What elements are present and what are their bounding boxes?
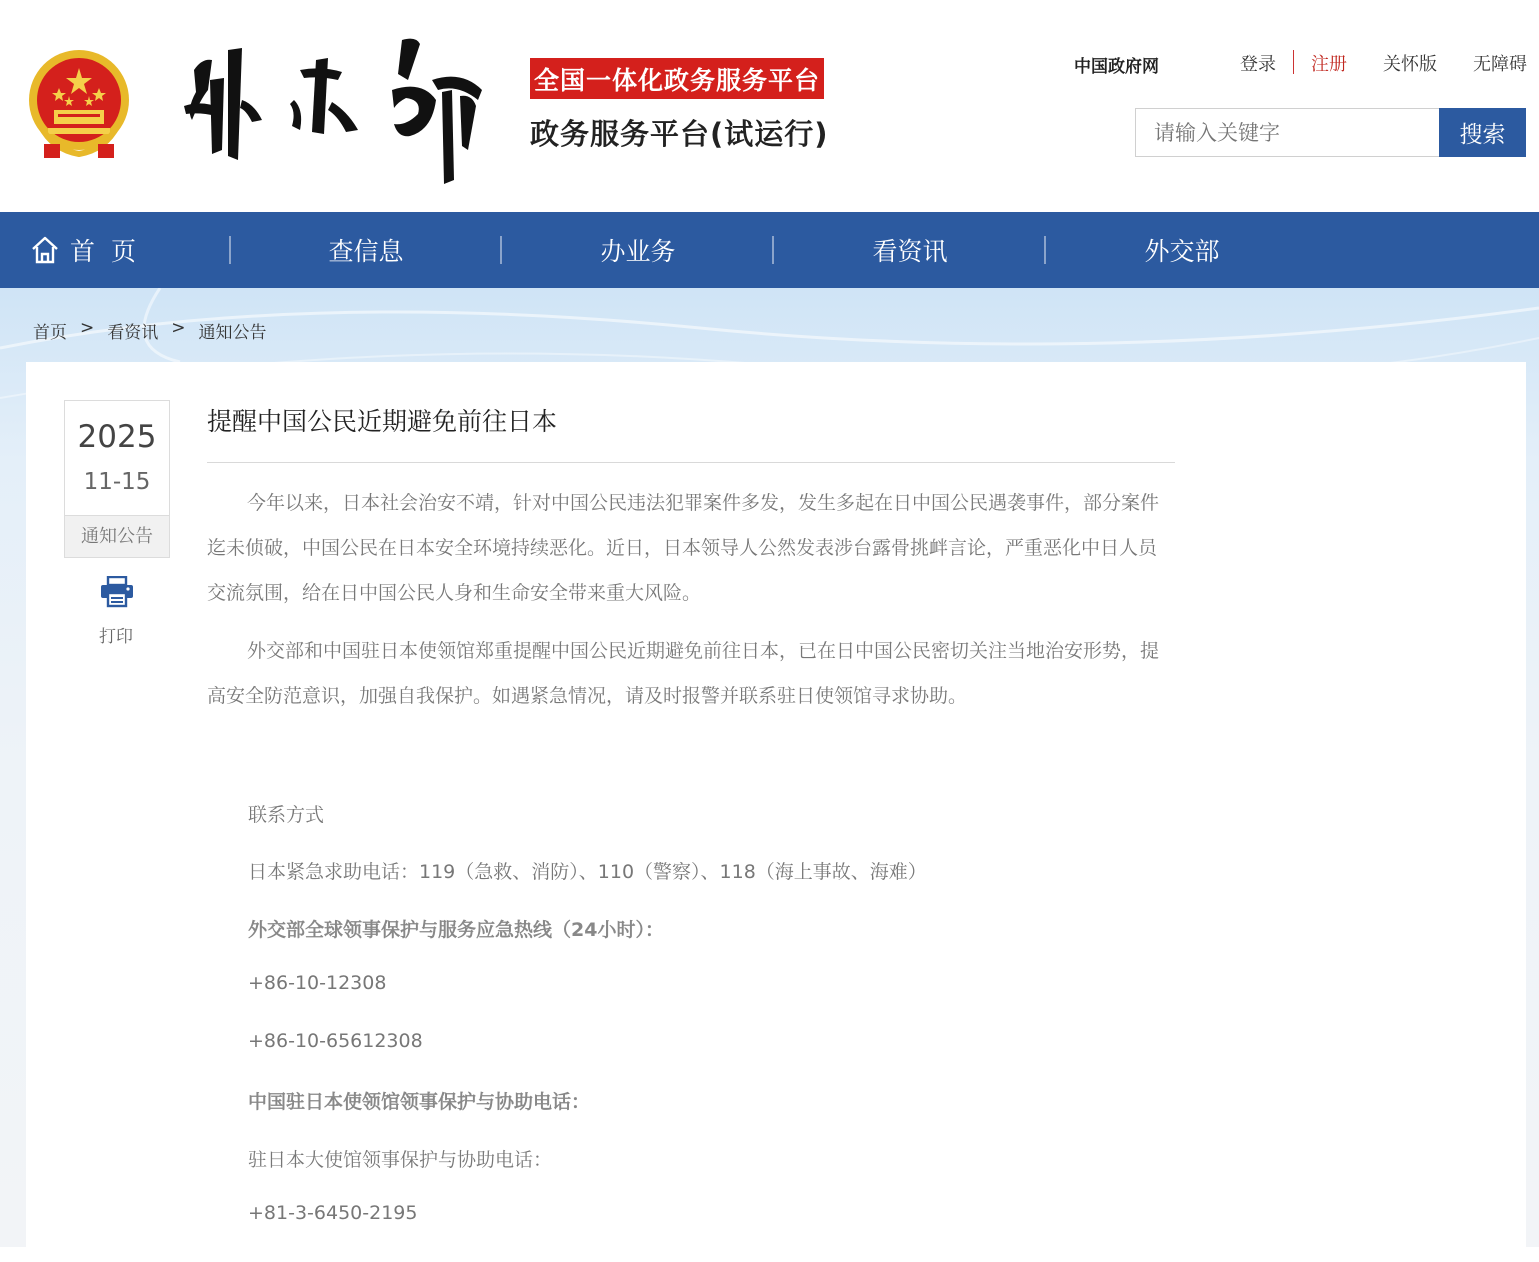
breadcrumb-notices[interactable]: 通知公告 [198, 323, 267, 343]
embassy-hotline-title: 中国驻日本使领馆领事保护与协助电话： [248, 1091, 591, 1113]
gov-portal-link[interactable]: 中国政府网 [1074, 57, 1159, 77]
breadcrumb-separator: > [171, 318, 186, 338]
print-label[interactable]: 打印 [99, 627, 133, 647]
care-mode-link[interactable]: 关怀版 [1383, 54, 1437, 75]
article-paragraph: 外交部和中国驻日本使领馆郑重提醒中国公民近期避免前往日本，已在日中国公民密切关注当地治安形势，提高安全防范意识，加强自我保护。如遇紧急情况，请及时报警并联系驻日使领馆寻求协助。 [207, 640, 1160, 707]
nav-item-services[interactable]: 办业务 [600, 237, 676, 266]
link-divider [1293, 50, 1294, 74]
article-category[interactable]: 通知公告 [65, 515, 169, 557]
mfa-hotline-title: 外交部全球领事保护与服务应急热线（24小时）： [248, 919, 664, 941]
contact-heading: 联系方式 [248, 804, 325, 826]
search-input[interactable] [1135, 108, 1439, 157]
login-link[interactable]: 登录 [1240, 54, 1276, 75]
breadcrumb-home[interactable]: 首页 [33, 323, 67, 343]
home-icon [30, 235, 60, 265]
nav-item-info[interactable]: 查信息 [328, 237, 404, 266]
top-links [0, 50, 1539, 76]
embassy-label: 驻日本大使馆领事保护与协助电话： [248, 1149, 553, 1171]
platform-badge: 全国一体化政务服务平台 [530, 58, 824, 99]
article-year: 2025 [77, 419, 157, 455]
print-icon[interactable] [100, 576, 134, 608]
article-month-day: 11-15 [83, 469, 151, 495]
nav-item-mfa[interactable]: 外交部 [1144, 237, 1220, 266]
breadcrumb-news[interactable]: 看资讯 [107, 323, 159, 343]
platform-subtitle: 政务服务平台(试运行) [530, 117, 829, 151]
mfa-phone: +86-10-12308 [248, 972, 387, 994]
title-divider [207, 462, 1175, 463]
breadcrumb-separator: > [80, 318, 95, 338]
main-nav [0, 212, 1539, 288]
search-button[interactable]: 搜索 [1439, 108, 1526, 157]
mfa-phone: +86-10-65612308 [248, 1030, 423, 1052]
embassy-phone: +81-3-6450-2195 [248, 1202, 418, 1224]
breadcrumb [33, 318, 267, 343]
date-box [64, 400, 170, 558]
accessibility-link[interactable]: 无障碍 [1473, 54, 1527, 75]
register-link[interactable]: 注册 [1311, 54, 1347, 75]
japan-emergency-numbers: 日本紧急求助电话：119（急救、消防）、110（警察）、118（海上事故、海难） [248, 861, 927, 883]
nav-item-news[interactable]: 看资讯 [872, 237, 948, 266]
article-title: 提醒中国公民近期避免前往日本 [207, 407, 558, 436]
article-paragraph: 今年以来，日本社会治安不靖，针对中国公民违法犯罪案件多发，发生多起在日中国公民遇袭事件，部分案件迄未侦破，中国公民在日本安全环境持续恶化。近日，日本领导人公然发表涉台露骨挑衅言论，严重恶化中日人员交流氛围，给在日中国公民人身和生命安全带来重大风险。 [207, 492, 1160, 604]
nav-item-home[interactable] [30, 212, 190, 288]
site-header [0, 0, 1539, 212]
nav-home-label: 首 页 [70, 237, 140, 266]
